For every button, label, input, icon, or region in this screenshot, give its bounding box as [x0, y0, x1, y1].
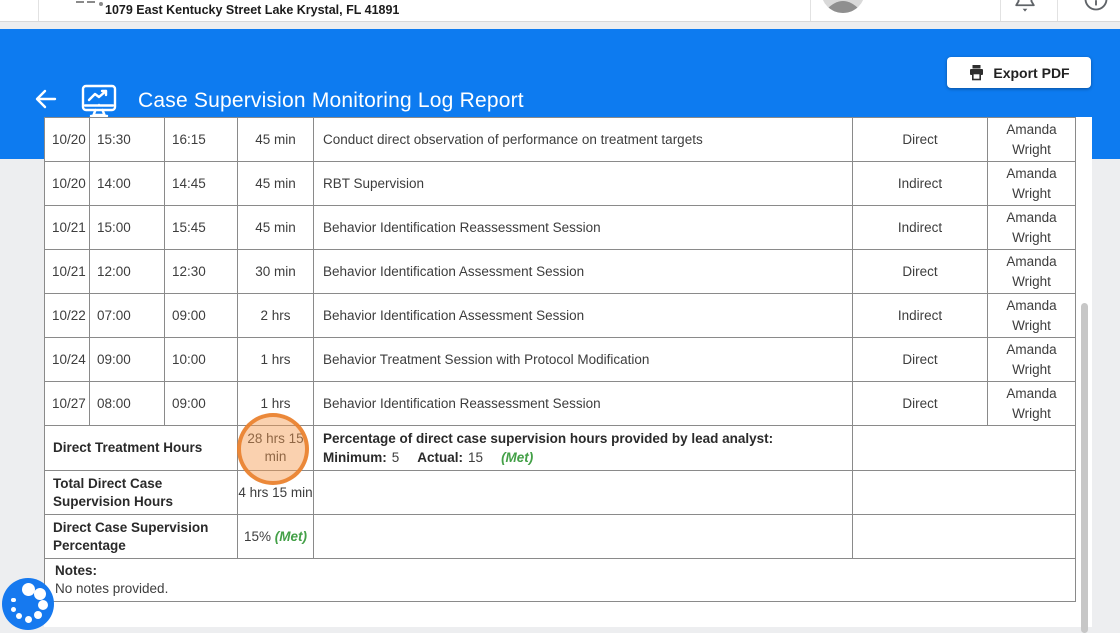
vertical-scrollbar[interactable] — [1081, 303, 1088, 633]
cell-end-time: 14:45 — [165, 162, 238, 206]
cell-date: 10/27 — [45, 382, 90, 426]
actual-label: Actual: — [417, 450, 464, 465]
cell-date: 10/21 — [45, 250, 90, 294]
cell-supervisor: Amanda Wright — [988, 118, 1076, 162]
topbar-divider — [1000, 0, 1001, 22]
export-pdf-button[interactable] — [947, 57, 1091, 88]
supervision-log-table — [44, 117, 1076, 426]
cell-type: Direct — [853, 250, 988, 294]
building-icon — [87, 1, 95, 3]
cell-start-time: 14:00 — [90, 162, 165, 206]
monitor-chart-icon — [78, 80, 120, 122]
cell-supervisor: Amanda Wright — [988, 382, 1076, 426]
minimum-value: 5 — [391, 450, 400, 465]
supervision-percentage-value — [238, 515, 314, 559]
cell-duration: 1 hrs — [238, 382, 314, 426]
empty-cell — [314, 515, 853, 559]
cell-type: Direct — [853, 338, 988, 382]
cell-end-time: 10:00 — [165, 338, 238, 382]
clinic-address: 1079 East Kentucky Street Lake Krystal, FL 41891 — [105, 3, 400, 17]
cell-supervisor: Amanda Wright — [988, 250, 1076, 294]
page-title: Case Supervision Monitoring Log Report — [138, 89, 524, 112]
cell-description: Behavior Identification Assessment Session — [314, 294, 853, 338]
cell-supervisor: Amanda Wright — [988, 162, 1076, 206]
cell-date: 10/21 — [45, 206, 90, 250]
percentage-met-badge: (Met) — [274, 528, 308, 544]
building-icon — [76, 1, 84, 3]
cell-duration: 30 min — [238, 250, 314, 294]
empty-cell — [314, 471, 853, 515]
notes-cell — [45, 559, 1076, 602]
met-badge: (Met) — [501, 450, 534, 465]
cell-type: Direct — [853, 118, 988, 162]
report-card — [44, 117, 1092, 627]
cell-description: Conduct direct observation of performance on treatment targets — [314, 118, 853, 162]
cell-date: 10/20 — [45, 118, 90, 162]
empty-cell — [853, 515, 1076, 559]
cell-end-time: 09:00 — [165, 294, 238, 338]
notes-text: No notes provided. — [55, 581, 169, 596]
cell-duration: 45 min — [238, 162, 314, 206]
total-supervision-hours-label: Total Direct Case Supervision Hours — [45, 471, 238, 515]
cell-end-time: 16:15 — [165, 118, 238, 162]
empty-cell — [853, 471, 1076, 515]
cell-type: Indirect — [853, 162, 988, 206]
supervision-percentage-label: Direct Case Supervision Percentage — [45, 515, 238, 559]
direct-treatment-hours-label: Direct Treatment Hours — [45, 426, 238, 471]
cell-start-time: 15:00 — [90, 206, 165, 250]
empty-cell — [853, 426, 1076, 471]
theme-widget-button[interactable] — [2, 578, 54, 630]
app-topbar — [0, 0, 1120, 22]
summary-section — [44, 426, 1076, 559]
cell-duration: 1 hrs — [238, 338, 314, 382]
lead-analyst-heading: Percentage of direct case supervision hours provided by lead analyst: — [323, 431, 774, 446]
person-icon — [821, 0, 865, 13]
cell-date: 10/24 — [45, 338, 90, 382]
notes-label: Notes: — [55, 563, 98, 578]
topbar-divider — [1057, 0, 1058, 22]
cell-date: 10/22 — [45, 294, 90, 338]
caret-down-icon — [99, 2, 103, 6]
printer-icon — [968, 64, 985, 81]
cell-type: Direct — [853, 382, 988, 426]
total-supervision-hours-value: 4 hrs 15 min — [238, 471, 314, 515]
topbar-divider — [810, 0, 811, 22]
cell-description: RBT Supervision — [314, 162, 853, 206]
cell-description: Behavior Treatment Session with Protocol Modification — [314, 338, 853, 382]
cell-end-time: 12:30 — [165, 250, 238, 294]
cell-supervisor: Amanda Wright — [988, 206, 1076, 250]
cell-supervisor: Amanda Wright — [988, 338, 1076, 382]
notifications-bell-icon[interactable] — [1011, 0, 1039, 19]
percentage-number: 15% — [243, 528, 271, 544]
cell-description: Behavior Identification Reassessment Session — [314, 382, 853, 426]
cell-start-time: 15:30 — [90, 118, 165, 162]
minimum-label: Minimum: — [323, 450, 387, 465]
cell-duration: 45 min — [238, 118, 314, 162]
export-pdf-label: Export PDF — [993, 64, 1070, 81]
user-avatar[interactable] — [821, 0, 865, 13]
arrow-left-icon — [33, 86, 59, 117]
cell-description: Behavior Identification Reassessment Session — [314, 206, 853, 250]
cell-supervisor: Amanda Wright — [988, 294, 1076, 338]
topbar-divider — [38, 0, 39, 22]
cell-end-time: 15:45 — [165, 206, 238, 250]
cell-type: Indirect — [853, 294, 988, 338]
cell-duration: 45 min — [238, 206, 314, 250]
cell-start-time: 12:00 — [90, 250, 165, 294]
cell-date: 10/20 — [45, 162, 90, 206]
lead-analyst-percentage-cell — [314, 426, 853, 471]
cell-duration: 2 hrs — [238, 294, 314, 338]
direct-treatment-hours-value: 28 hrs 15 min — [238, 426, 314, 471]
notes-section — [44, 559, 1076, 602]
help-icon[interactable] — [1082, 0, 1110, 18]
cell-type: Indirect — [853, 206, 988, 250]
cell-start-time: 08:00 — [90, 382, 165, 426]
cell-description: Behavior Identification Assessment Session — [314, 250, 853, 294]
back-button[interactable] — [32, 87, 60, 115]
actual-value: 15 — [468, 450, 484, 465]
cell-start-time: 07:00 — [90, 294, 165, 338]
cell-start-time: 09:00 — [90, 338, 165, 382]
lead-analyst-values — [323, 448, 533, 467]
cell-end-time: 09:00 — [165, 382, 238, 426]
